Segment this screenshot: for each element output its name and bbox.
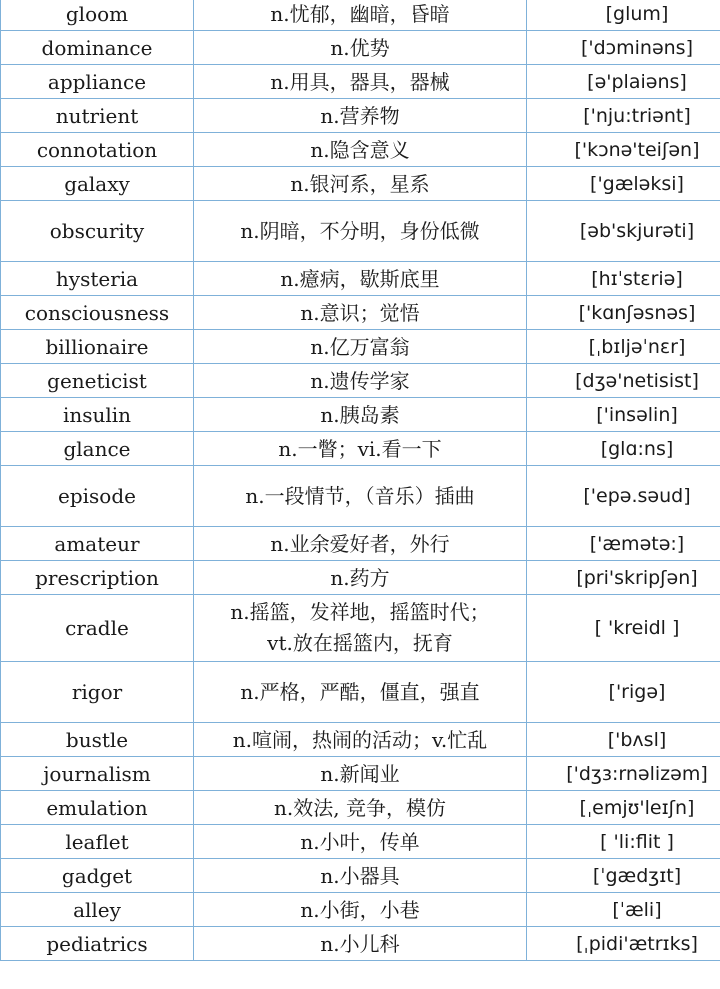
definition-cell: n.癔病，歇斯底里 <box>194 262 527 296</box>
table-row <box>1 791 720 825</box>
phonetic-cell: [ˌemjʊ'leɪʃn] <box>527 791 720 825</box>
phonetic-cell: [ə'plaiəns] <box>527 65 720 99</box>
definition-cell: n.严格，严酷，僵直，强直 <box>194 662 527 723</box>
word-cell: leaflet <box>1 825 194 859</box>
word-cell: billionaire <box>1 330 194 364</box>
phonetic-cell: [ˈgædʒɪt] <box>527 859 720 893</box>
table-row <box>1 296 720 330</box>
phonetic-cell: [ˈæli] <box>527 893 720 927</box>
phonetic-cell: [ˌpidi'ætrɪks] <box>527 927 720 961</box>
word-cell: connotation <box>1 133 194 167</box>
word-cell: episode <box>1 466 194 527</box>
word-cell: insulin <box>1 398 194 432</box>
table-row <box>1 364 720 398</box>
table-row <box>1 595 720 662</box>
word-cell: rigor <box>1 662 194 723</box>
phonetic-cell: [ˌbɪljəˈnɛr] <box>527 330 720 364</box>
word-cell: dominance <box>1 31 194 65</box>
phonetic-cell: [ 'li:flit ] <box>527 825 720 859</box>
word-cell: glance <box>1 432 194 466</box>
phonetic-cell: ['kɔnə'teiʃən] <box>527 133 720 167</box>
table-row <box>1 167 720 201</box>
word-cell: pediatrics <box>1 927 194 961</box>
definition-line: vt.放在摇篮内，抚育 <box>267 631 453 655</box>
phonetic-cell: ['dɔminəns] <box>527 31 720 65</box>
phonetic-cell: [glɑ:ns] <box>527 432 720 466</box>
definition-cell: n.小器具 <box>194 859 527 893</box>
table-row <box>1 99 720 133</box>
definition-cell: n.亿万富翁 <box>194 330 527 364</box>
table-row <box>1 662 720 723</box>
phonetic-cell: [əb'skjurəti] <box>527 201 720 262</box>
word-cell: gadget <box>1 859 194 893</box>
definition-cell: n.银河系，星系 <box>194 167 527 201</box>
word-cell: obscurity <box>1 201 194 262</box>
definition-cell: n.一段情节，（音乐）插曲 <box>194 466 527 527</box>
definition-cell: n.小儿科 <box>194 927 527 961</box>
definition-cell: n.药方 <box>194 561 527 595</box>
phonetic-cell: [pri'skripʃən] <box>527 561 720 595</box>
definition-cell: n.营养物 <box>194 99 527 133</box>
word-cell: galaxy <box>1 167 194 201</box>
word-cell: alley <box>1 893 194 927</box>
definition-cell: n.业余爱好者，外行 <box>194 527 527 561</box>
table-row <box>1 927 720 961</box>
table-row <box>1 330 720 364</box>
phonetic-cell: ['insəlin] <box>527 398 720 432</box>
phonetic-cell: ['bʌsl] <box>527 723 720 757</box>
word-cell: journalism <box>1 757 194 791</box>
phonetic-cell: ['epə.səud] <box>527 466 720 527</box>
word-cell: appliance <box>1 65 194 99</box>
table-row <box>1 527 720 561</box>
word-cell: gloom <box>1 0 194 31</box>
word-cell: hysteria <box>1 262 194 296</box>
phonetic-cell: ['nju:triənt] <box>527 99 720 133</box>
definition-cell: n.小街，小巷 <box>194 893 527 927</box>
table-row <box>1 723 720 757</box>
table-row <box>1 561 720 595</box>
definition-cell: n.效法, 竞争，模仿 <box>194 791 527 825</box>
table-row <box>1 65 720 99</box>
table-row <box>1 893 720 927</box>
definition-cell: n.小叶，传单 <box>194 825 527 859</box>
table-row <box>1 432 720 466</box>
definition-cell: n.用具，器具，器械 <box>194 65 527 99</box>
definition-cell: n.新闻业 <box>194 757 527 791</box>
table-row <box>1 466 720 527</box>
phonetic-cell: ['kɑnʃəsnəs] <box>527 296 720 330</box>
table-row <box>1 31 720 65</box>
word-cell: consciousness <box>1 296 194 330</box>
definition-cell: n.一瞥；vi.看一下 <box>194 432 527 466</box>
word-cell: emulation <box>1 791 194 825</box>
phonetic-cell: ['æmətə:] <box>527 527 720 561</box>
definition-cell: n.意识；觉悟 <box>194 296 527 330</box>
table-row <box>1 133 720 167</box>
word-cell: bustle <box>1 723 194 757</box>
table-row <box>1 201 720 262</box>
table-row <box>1 859 720 893</box>
phonetic-cell: ['dʒɜ:rnəlizəm] <box>527 757 720 791</box>
definition-cell: n.喧闹，热闹的活动；v.忙乱 <box>194 723 527 757</box>
table-row <box>1 825 720 859</box>
definition-cell: n.阴暗，不分明，身份低微 <box>194 201 527 262</box>
definition-cell: n.隐含意义 <box>194 133 527 167</box>
table-row <box>1 0 720 31</box>
definition-cell <box>194 595 527 662</box>
definition-cell: n.胰岛素 <box>194 398 527 432</box>
table-row <box>1 262 720 296</box>
word-cell: geneticist <box>1 364 194 398</box>
definition-cell: n.遗传学家 <box>194 364 527 398</box>
table-row <box>1 757 720 791</box>
phonetic-cell: [hɪˈstɛriə] <box>527 262 720 296</box>
phonetic-cell: ['rigə] <box>527 662 720 723</box>
phonetic-cell: [dʒə'netisist] <box>527 364 720 398</box>
word-cell: nutrient <box>1 99 194 133</box>
phonetic-cell: [glum] <box>527 0 720 31</box>
word-cell: cradle <box>1 595 194 662</box>
table-row <box>1 398 720 432</box>
definition-line: n.摇篮，发祥地，摇篮时代； <box>230 600 490 624</box>
definition-cell: n.忧郁，幽暗，昏暗 <box>194 0 527 31</box>
word-cell: amateur <box>1 527 194 561</box>
word-cell: prescription <box>1 561 194 595</box>
phonetic-cell: ['gæləksi] <box>527 167 720 201</box>
phonetic-cell: [ 'kreidl ] <box>527 595 720 662</box>
definition-cell: n.优势 <box>194 31 527 65</box>
